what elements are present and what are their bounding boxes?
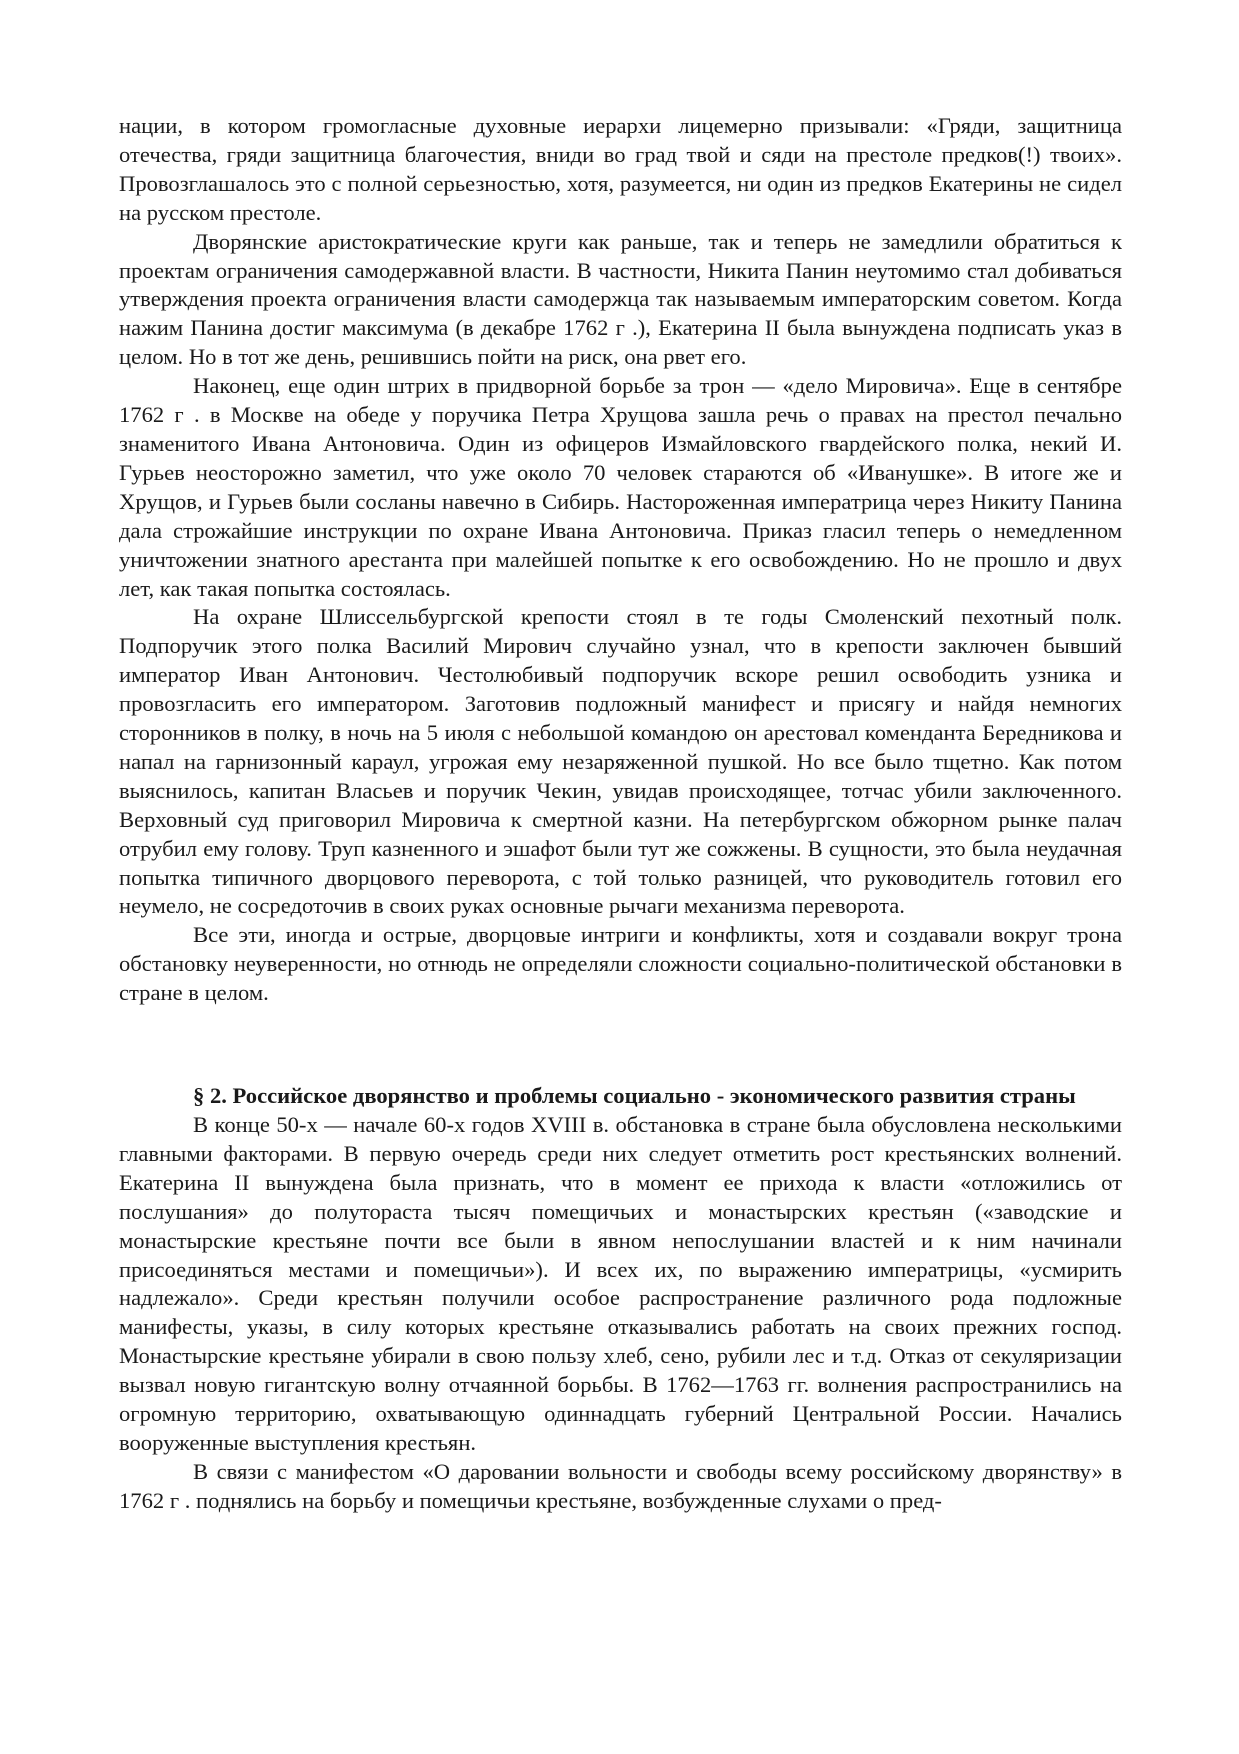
paragraph-1: нации, в котором громогласные духовные иерархи лицемерно призывали: «Гряди, защитница отечества, гряди защитница благочестия, вниди во град твой и сяди на престоле предков(!) твоих». Провозглашалось это с полной серьезностью, хотя, разумеется, ни один из предков Екатерины не сидел на русском престоле. [119, 113, 1122, 225]
paragraph-7: В связи с манифестом «О даровании вольности и свободы всему российскому дворянству» в 1762 г . поднялись на борьбу и помещичьи крестьяне, возбужденные слухами о пред- [119, 1458, 1122, 1513]
paragraph-2: Дворянские аристократические круги как раньше, так и теперь не замедлили обратиться к проектам ограничения самодержавной власти. В частности, Никита Панин неутомимо стал добиваться утверждения проекта ограничения власти самодержца так называемым императорским советом. Когда нажим Панина достиг максимума (в декабре 1762 г .), Екатерина II была вынуждена подписать указ в целом. Но в тот же день, решившись пойти на риск, она рвет его. [119, 228, 1122, 370]
paragraph-3: Наконец, еще один штрих в придворной борьбе за трон — «дело Мировича». Еще в сентябре 1762 г . в Москве на обеде у поручика Петра Хрущова зашла речь о правах на престол печально знаменитого Ивана Антоновича. Один из офицеров Измайловского гвардейского полка, некий И. Гурьев неосторожно заметил, что уже около 70 человек стараются об «Иванушке». В итоге же и Хрущов, и Гурьев были сосланы навечно в Сибирь. Настороженная императрица через Никиту Панина дала строжайшие инструкции по охране Ивана Антоновича. Приказ гласил теперь о немедленном уничтожении знатного арестанта при малейшей попытке к его освобождению. Но не прошло и двух лет, как такая попытка состоялась. [119, 373, 1122, 601]
paragraph-5: Все эти, иногда и острые, дворцовые интриги и конфликты, хотя и создавали вокруг трона обстановку неуверенности, но отнюдь не определяли сложности социально-политической обстановки в стране в целом. [119, 922, 1122, 1006]
section-heading: § 2. Российское дворянство и проблемы социально - экономического развития страны [193, 1083, 1076, 1109]
paragraph-6: В конце 50-х — начале 60-х годов XVIII в. обстановка в стране была обусловлена несколькими главными факторами. В первую очередь среди них следует отметить рост крестьянских волнений. Екатерина II вынуждена была признать, что в момент ее прихода к власти «отложились от послушания» до полутораста тысяч помещичьих и монастырских крестьян («заводские и монастырские крестьяне почти все были в явном непослушании властей и к ним начинали присоединяться местами и помещичьи»). И всех их, по выражению императрицы, «усмирить надлежало». Среди крестьян получили особое распространение различного рода подложные манифесты, указы, в силу которых крестьяне отказывались работать на своих прежних господ. Монастырские крестьяне убирали в свою пользу хлеб, сено, рубили лес и т.д. Отказ от секуляризации вызвал новую гигантскую волну отчаянной борьбы. В 1762—1763 гг. волнения распространились на огромную территорию, охватывающую одиннадцать губерний Центральной России. Начались вооруженные выступления крестьян. [119, 1112, 1122, 1455]
document-page [119, 112, 1122, 1516]
paragraph-4: На охране Шлиссельбургской крепости стоял в те годы Смоленский пехотный полк. Подпоручик этого полка Василий Мирович случайно узнал, что в крепости заключен бывший император Иван Антонович. Честолюбивый подпоручик вскоре решил освободить узника и провозгласить его императором. Заготовив подложный манифест и присягу и найдя немногих сторонников в полку, в ночь на 5 июля с небольшой командою он арестовал коменданта Бередникова и напал на гарнизонный караул, угрожая ему незаряженной пушкой. Но все было тщетно. Как потом выяснилось, капитан Власьев и поручик Чекин, увидав происходящее, тотчас убили заключенного. Верховный суд приговорил Мировича к смертной казни. На петербургском обжорном рынке палач отрубил ему голову. Труп казненного и эшафот были тут же сожжены. В сущности, это была неудачная попытка типичного дворцового переворота, с той только разницей, что руководитель готовил его неумело, не сосредоточив в своих руках основные рычаги механизма переворота. [119, 604, 1122, 919]
